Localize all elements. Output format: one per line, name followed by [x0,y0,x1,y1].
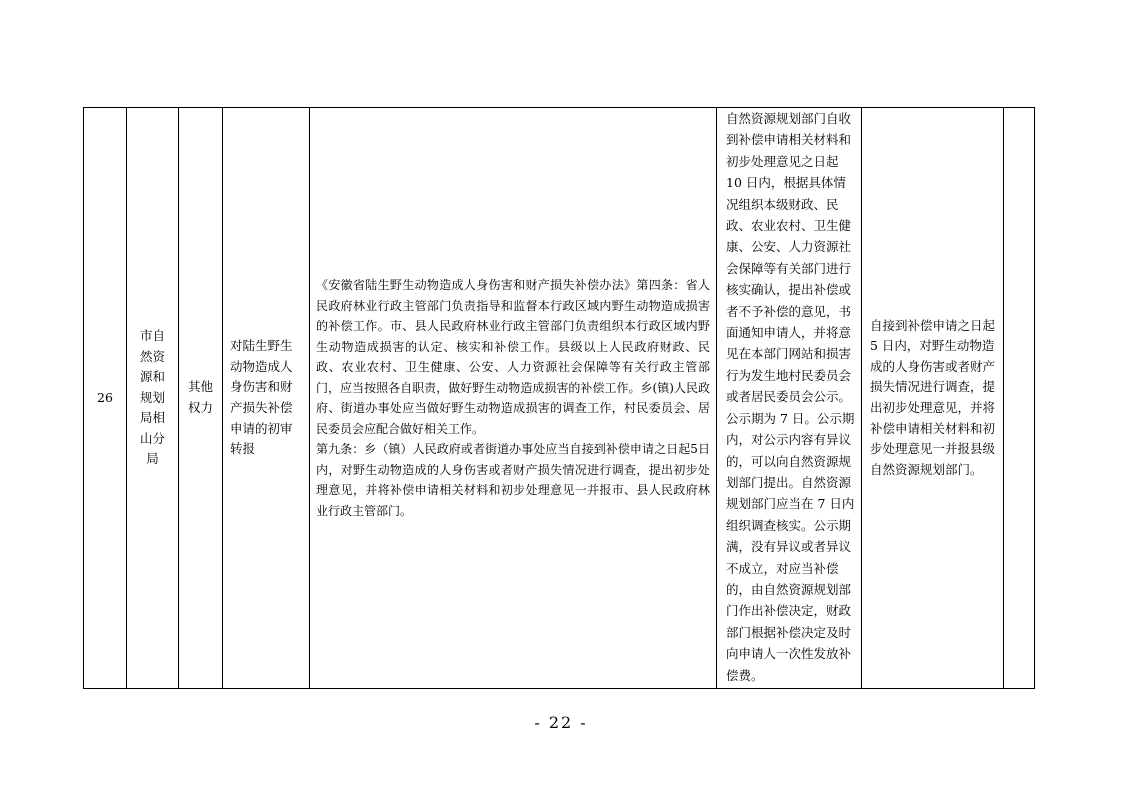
row-number: 26 [84,108,127,689]
power-name: 对陆生野生动物造成人身伤害和财产损失补偿申请的初审转报 [223,108,310,689]
legal-basis-article-4: 《安徽省陆生野生动物造成人身伤害和财产损失补偿办法》第四条：省人民政府林业行政主管部门负责指导和监督本行政区域内野生动物造成损害的补偿工作。市、县人民政府林业行政主管部门负责组织本行政区域内野生动物造成损害的认定、核实和补偿工作。县级以上人民政府财政、民政、农业农村、卫生健康、公安、人力资源社会保障等有关行政主管部门，应当按照各自职责，做好野生动物造成损害的补偿工作。乡(镇)人民政府、街道办事处应当做好野生动物造成损害的调查工作，村民委员会、居民委员会应配合做好相关工作。 [316,278,710,436]
power-list-table [83,107,1035,689]
page-number: - 22 - [534,713,588,732]
table-row [84,108,1035,689]
responsibility-text: 自然资源规划部门自收到补偿申请相关材料和初步处理意见之日起 10 日内，根据具体情况组织本级财政、民政、农业农村、卫生健康、公安、人力资源社会保障等有关部门进行核实确认，提出补偿或者不予补偿的意见，书面通知申请人，并将意见在本部门网站和损害行为发生地村民委员会或者居民委员会公示。公示期为 7 日。公示期内，对公示内容有异议的，可以向自然资源规划部门提出。自然资源规划部门应当在 7 日内组织调查核实。公示期满，没有异议或者异议不成立，对应当补偿的，由自然资源规划部门作出补偿决定，财政部门根据补偿决定及时向申请人一次性发放补偿费。 [717,108,862,689]
power-type: 其他权力 [187,379,213,415]
department-name: 市自然资源和规划局相山分局 [139,327,165,467]
power-type-cell [179,108,223,689]
legal-basis-cell [310,108,717,689]
duty-text: 自接到补偿申请之日起 5 日内，对野生动物造成的人身伤害或者财产损失情况进行调查，提出初步处理意见，并将补偿申请相关材料和初步处理意见一并报县级自然资源规划部门。 [862,108,1004,689]
department-cell [127,108,179,689]
remarks-cell [1004,108,1035,689]
legal-basis-article-9: 第九条：乡（镇）人民政府或者街道办事处应当自接到补偿申请之日起5日内，对野生动物造成的人身伤害或者财产损失情况进行调查，提出初步处理意见，并将补偿申请相关材料和初步处理意见一并报市、县人民政府林业行政主管部门。 [316,442,710,518]
